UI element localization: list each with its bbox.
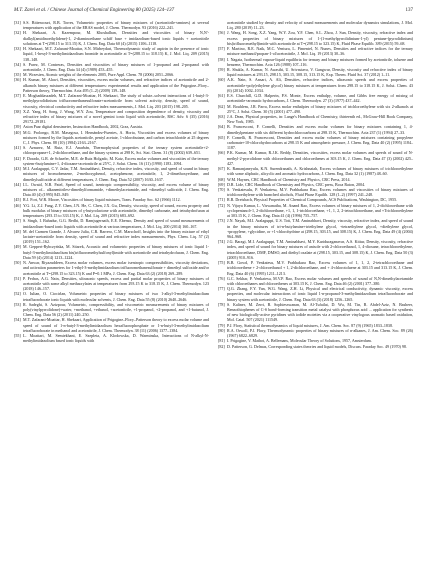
reference-text: H. Shekaari, A. Kazempour, M. Khoshalhan, Densities and viscosities of binary N,N′-dialkyl(amidinoethylidene)-1, 2-diaminoethane schiff base + imidazolium-based ionic liquids + acetonitrile solutions at T=(298.15 to 313.15) K, J. Chem. Eng. Data 60 (4) (2015) 1106–1118.	[23, 30, 209, 46]
reference-item	[14, 109, 209, 125]
reference-text: Q.G. Zhang, F.Y. Yan, W.G. Wang, Z.H. Li, Physical and electrical conductivity, dynamic viscosity, excess properties, and molecular interactions of ionic liquid 1-n-propanol-3-methylimidazolium tetrafluoroborate and binary system with acetonitrile, J. Chem. Eng. Data 63 (3) (2018) 1256–1265.	[227, 286, 413, 302]
reference-text: M.G. Prolongo, R.M. Masegosa, I. Hernández-Fuentes, A. Horta, Viscosities and excess volumes of binary mixtures formed by the liquids acetonitrile, pentyl acetate, 1-chlorobutane, and carbon tetrachloride at 25 degrees C, J. Phys. Chem. 88 (10) (1984) 2163–2167.	[23, 129, 209, 146]
reference-number: [39]	[14, 124, 21, 130]
reference-number: [52]	[14, 291, 21, 297]
reference-text: K. Ramanjaneyulu, K.N. Surendranath, A. Krishnaiah, Excess volumes of binary mixtures of trichloroethylene with some aliphatic, alicyclic and aromatic hydrocarbons, J. Chem. Eng. Data 32 (1) (1987) 48–60.	[227, 166, 413, 177]
reference-number: [49]	[14, 244, 21, 250]
reference-item	[218, 46, 413, 56]
reference-number: [46]	[14, 202, 21, 208]
reference-item	[218, 260, 413, 276]
reference-item	[14, 30, 209, 46]
reference-number: [45]	[14, 197, 21, 203]
reference-text: M. Bouhlem, J.R. Parra, Excess molar enthalpies of binary mixtures of trichloroethylene with six 2-alkanols at 25°C, J. Solut. Chem. 30 (5) (2001) 477–490.	[227, 103, 413, 114]
reference-item	[14, 145, 209, 155]
reference-text: acetonitrile studied by density and velocity of sound measurements and molecular dynamics simulations, J. Mol. Liq. 280 (2019) 11–23.	[227, 20, 413, 31]
reference-text: M. Geppert-Rybczyńska, M. Sitarek, Acoustic and volumetric properties of binary mixtures of ionic liquid 1-butyl-3-methylimidazolium bis(trifluoromethylsulfonyl)imide with acetonitrile and tetrahydrofuran, J. Chem. Eng. Data 59 (4) (2014) 1213–1224.	[23, 244, 209, 260]
reference-number: [37]	[14, 93, 21, 99]
reference-number: [79]	[218, 322, 225, 328]
reference-item	[14, 276, 209, 292]
reference-number: [59]	[218, 66, 225, 72]
reference-number: [70]	[218, 187, 225, 192]
reference-text: F. Dorado, G.R. de Schaefer, M.E. de Ruiz Holgado, M. Katz, Excess molar volumes and viscosities of the ternary system+butylamine+1, 4-dioxane+acetonitrile at 25°C, J. Solut. Chem. 16 (11) (1990) 1183–1094.	[23, 155, 209, 166]
reference-item	[218, 302, 413, 323]
reference-number: [51]	[14, 275, 21, 281]
reference-item	[218, 328, 413, 338]
reference-text: J.N. Nayak, M.I. Aralaguppi, U.S. Toti, T.M. Aminabhavi, Density, viscosity, refractive index, and speed of sound in the binary mixtures of tri-n-butylamine+triethylene glycol, +tetraethylene glycol, +diethylene glycol, +propylene, +glycidine, or +1-chlorohydrine at (298.15, 303.15, and 308.15) K, J. Chem. Eng. Data 49 (4) (2004) 964–968.	[227, 218, 413, 239]
reference-text: J.G. Baragi, M.I. Aralaguppi, T.M. Aminabhavi, M.Y. Kariduraganavar, A.S. Kittur, Density, viscosity, refractive index, and speed of sound for binary mixtures of anisole with 2-chloroethanol, 1, 4-dioxane, tetrachloroethylene, tetrachloroethane, DMF, DMSO, and diethyl oxalate at (298.15, 303.15, and 308.15) K, J. Chem. Eng. Data 50 (3) (2005) 910–916.	[227, 239, 413, 260]
reference-number: [60]	[218, 77, 225, 83]
reference-text: E. Moghaddaszadeh, M.T. Zafarani-Moattar, H. Shekaari, The study of solute–solvent interactions of 1-butyl-3-methylpyrrolidinium trifluoromethanesulfonate+acetonitrile from solvent activity, density, speed of sound, viscosity, electrical conductivity and refractive index measurements, J. Mol. Liq. 203 (2015) 198–205.	[23, 93, 209, 109]
reference-text: L. Moattari, M. Semiekhani, E. Szepleta, A. Klodowska, D. Warminska, Interactions of N-alkyl-N-methylimidazolium based ionic liquids with	[23, 333, 209, 344]
references-column-left	[14, 20, 209, 349]
reference-number: [72]	[218, 202, 225, 208]
reference-text: M. del Carmen Grande, J. Alvarez Julia, C.R. Barrero, C.M. Marschoff, Insights into the binary mixture of ethyl lactate+acetonitrile from density, speed of sound and refractive index measurements, Phys. Chem. Liq. 57 (2) (2019) 151–162.	[23, 228, 209, 245]
reference-text: P.K. Kumar, M. Kumar, R.J.K. Reddy, Densities, viscosities, excess molar volumes and speeds of sound of N-methyl-2-pyrrolidone with chloroethanes and chloroethenes at 303.15 K, J. Chem. Eng. Data 47 (3) (2002) 425–427.	[227, 150, 413, 166]
reference-item	[218, 20, 413, 30]
reference-text: S. Singh, I. Bahadur, G.G. Redhi, D. Ramjugernath, E.E. Ebenso, Density and speed of sound measurements of imidazolium-based ionic liquids with acetonitrile at various temperatures, J. Mol. Liq. 200 (2014) 160–167.	[23, 218, 209, 229]
reference-number: [80]	[218, 327, 225, 333]
reference-item	[14, 229, 209, 245]
reference-text: S. Venkatesulu, P. Venkatesu, M.V. Prabhakara Rao, Excess volumes and viscosities of binary mixtures of trichloroethylene with branched alcohols, Fluid Phase Equilib. 128 (1–2) (1997) 241–248.	[227, 187, 413, 198]
reference-number: [61]	[218, 93, 225, 99]
reference-text: N. Anwar, Riyazuddeen, Excess molar volumes, excess molar isentropic compressibilities, viscosity deviations, and activation parameters for 1-ethyl-3-methylimidazolium trifluoromethanesulfonate + dimethyl sulfoxide and/or acetonitrile at T=(298.15 to 323.15) K and P=0.1 MPa, J. Chem. Eng. Data 63 (2) (2018) 269–289.	[23, 260, 209, 276]
reference-text: R.A. Orwoll, P.J. Flory, Thermodynamic properties of binary mixtures of n-alkanes, J. Am. Chem. Soc. 89 (26) (1967) 6822–6829.	[227, 327, 413, 339]
reference-text: W.M. Haynes, CRC Handbook of Chemistry and Physics, CRC Press, 2014.	[227, 176, 351, 182]
reference-number: [69]	[218, 181, 225, 187]
reference-text: P. Fedras, A.G. Nain, Densities, ultrasonic speeds, excess and partial molar properties of binary mixtures of acetonitrile with some alkyl methacrylates at temperatures from 293.15 K to 318.15 K, J. Chem. Thermodyn. 123 (2018) 146–157.	[23, 275, 209, 292]
reference-item	[14, 317, 209, 333]
reference-number: [43]	[14, 166, 21, 172]
reference-item	[14, 203, 209, 219]
reference-item	[14, 244, 209, 260]
reference-text: G.C. Sekhar, P. Venkatesu, M.V.P. Rao, Excess molar volumes and speeds of sound of N,N-dimethylacetamide with chloroethanes and chloroethenes at 303.15 K, J. Chem. Eng. Data 46 (2) (2001) 377–380.	[227, 275, 413, 286]
reference-text: J.A. Dean, Physical properties, in: Lange's Handbook of Chemistry, thirteenth ed., McGraw-Hill Book Company, New York, 1985.	[227, 113, 413, 125]
reference-item	[218, 239, 413, 260]
reference-text: P.J. Flory, Statistical thermodynamics of liquid mixtures, J. Am. Chem. Soc. 87 (9) (1965) 1833–1838.	[227, 322, 393, 328]
reference-text: Y.G. Li, Z.J. Fang, Z.Y. Chen, J.N. He, C. Chen, J.X. Gu, Density, viscosity, speed of sound, excess property and bulk modulus of binary mixtures of γ-butyrolactone with acetonitrile, dimethyl carbonate, and tetrahydrofuran at temperatures (293.15 to 333.15) K, J. Mol. Liq. 209 (2015) 683–692.	[23, 202, 209, 219]
reference-text: S. Parez, M. Contreras, Densities and viscosities of binary mixtures of 1-propanol and 2-propanol with acetonitrile, J. Chem. Eng. Data 34 (4) (1989) 453–455.	[23, 61, 209, 72]
reference-item	[14, 218, 209, 228]
reference-item	[14, 291, 209, 301]
reference-number: [76]	[218, 275, 225, 281]
reference-item	[218, 124, 413, 134]
reference-number: [67]	[218, 166, 225, 172]
reference-number: [47]	[14, 218, 21, 224]
reference-text: S.S. Bittencourt, R.B. Torres, Volumetric properties of binary mixtures of (acetonitrile+amines) at several temperatures with application of the ERAS model, J. Chem. Thermodyn. 93 (2016) 222–241.	[23, 20, 209, 31]
reference-text: R.J. Fort, W.R. Moore, Viscosities of binary liquid mixtures, Trans. Faraday Soc. 62 (1966) 1112.	[23, 197, 181, 203]
reference-number: [40]	[14, 129, 21, 135]
running-header	[14, 6, 413, 14]
reference-text: D. Patterson, G. Delmas, Corresponding states theories and liquid models, Discuss. Faraday Soc. 49 (1970) 98.	[227, 343, 407, 349]
reference-number: [64]	[218, 124, 225, 130]
reference-number: [81]	[218, 338, 225, 344]
reference-item	[218, 276, 413, 286]
reference-text: F. Martino, R.E. Naik, M.C. Ventura, L. Pimentel, N. Nunes, Densities and refractive indices for the ternary mixture methanol/propan-1-ol/acetonitrile, J. Mol. Liq. 19 (2013) 30–36.	[227, 46, 413, 57]
reference-number: [66]	[218, 150, 225, 156]
reference-number: [62]	[218, 103, 225, 109]
reference-text: F. Comelli, R. Francesconi, Densities and excess molar volumes of binary mixtures containing propylene carbonate+10-chlorohydrocarbons at 298.15 K and atmospheric pressure, J. Chem. Eng. Data 40 (2) (1995) 1184–1187.	[227, 134, 413, 151]
reference-number: [68]	[218, 176, 225, 182]
reference-number: [65]	[218, 134, 225, 140]
reference-number: [53]	[14, 301, 21, 307]
reference-text: D.R. Lide, CRC Handbook of Chemistry and Physics, CRC press, Boca Raton, 2004.	[227, 181, 366, 187]
reference-number: [73]	[218, 218, 225, 224]
reference-item	[218, 344, 413, 349]
reference-text: N. Vijaya Kumar, L. Viswanatha, M. Anand Rao, Excess volumes of binary mixtures of 1, 2-dichloroethane with cyclopentanol+1, 2-dichloroethane, +1, 1, 1-trichloroethane, +1, 1, 2, 2-tetrachloroethane, and +Trichloroethylene at 303.15 K, J. Chem. Eng. Data 41 (4) (1996) 755–757.	[227, 202, 413, 219]
reference-item	[218, 166, 413, 176]
reference-number: [71]	[218, 197, 225, 203]
reference-item	[218, 150, 413, 166]
reference-item	[14, 20, 209, 30]
reference-number: [54]	[14, 317, 21, 323]
reference-number: [36]	[14, 77, 21, 83]
page-number: 137	[405, 7, 413, 13]
reference-item	[218, 203, 413, 219]
reference-number: [77]	[218, 286, 225, 292]
reference-number: [56]	[218, 30, 225, 36]
reference-text: M.I. Aralaguppi, C.V. Jadar, T.M. Aminabhavi, Density, refractive index, viscosity, and speed of sound in binary mixtures of bromobenzene, 2-methoxyphenol, acetophenone, acetonitrile, 1, 2-dimethoxyethane, and dimethylsulfoxide at different temperatures, J. Chem. Eng. Data 52 (2007) 1630–1637.	[23, 166, 209, 182]
reference-number: [35]	[14, 72, 21, 78]
reference-text: I.L. Owaid, N.B. Patel, Speed of sound, isentropic compressibility, viscosity, and excess volume of binary mixtures of... alkanenitriles+dimethylformamide, +dimethylacetamide, and +dimethyl sulfoxide, J. Chem. Eng. Data 40 (4) (1995) 845–849.	[23, 181, 209, 198]
reference-number: [42]	[14, 155, 21, 161]
reference-text: H. Shekaari, M.T. Zafarani-Moattar, S.N. Mirheydari, Thermodynamic study of aspirin in the presence of ionic liquid, 1-hexyl-3-methylimidazolium bromide in acetonitrile at T=(288.15 to 318.15) K, J. Mol. Liq. 209 (2015) 138–148.	[23, 46, 209, 62]
reference-number: [74]	[218, 239, 225, 245]
reference-item	[218, 57, 413, 67]
reference-item	[14, 77, 209, 93]
reference-text: X.Z. Yang, H. Song, J. Wang, W.Y. Zou, Temperature and composition dependence of density, viscosity and refractive index of binary mixtures of a novel gemini ionic liquid with acetonitrile, RSC Adv. 6 (35) (2016) 29172–29181.	[23, 108, 209, 125]
reference-text: O. Iulian, O. Ciocirlan, Volumetric properties of binary mixtures of two 1-alkyl-3-methylimidazolium tetrafluoroborate ionic liquids with molecular solvents, J. Chem. Eng. Data 55 (8) (2010) 2640–2646.	[23, 291, 209, 302]
journal-citation: M.T. Zarei et al. / Chinese Journal of Chemical Engineering 80 (2025) 124–137	[14, 7, 175, 13]
reference-text: I. Nagata, Isothermal vapour-liquid equilibria for ternary and binary mixtures formed by acetonitrile, toluene and benzene, Thermochim. Acta 126 (1988) 107–116.	[227, 56, 413, 67]
references-column-right	[218, 20, 413, 349]
reference-item	[218, 93, 413, 103]
reference-number: [82]	[218, 343, 225, 349]
reference-number: [32]	[14, 30, 21, 36]
reference-item	[218, 104, 413, 114]
reference-item	[14, 302, 209, 318]
reference-item	[218, 286, 413, 302]
reference-item	[14, 182, 209, 198]
reference-text: R. Sadeghi, S. Azizpour, Volumetric, compressibility, and viscometric measurements of binary mixtures of poly(vinylpyrrolidone)+water, +methanol, +ethanol, +acetonitrile, +1-propanol, +2-propanol, and +1-butanol, J. Chem. Eng. Data 56 (2) (2011) 240–250.	[23, 301, 209, 318]
reference-item	[14, 333, 209, 343]
reference-text: R. Shukla, A. Kumar, N. Awasthi, U. Srivastava, V. Gangwar, Density, viscosity and refractive index of binary liquid mixtures at 293.15, 298.15, 303.15, 308.15, 313.15 K, Exp. Therm. Fluid Sci. 37 (2012) 1–11.	[227, 66, 413, 78]
reference-number: [63]	[218, 113, 225, 119]
reference-number: [31]	[14, 20, 21, 25]
reference-item	[14, 166, 209, 182]
reference-item	[218, 30, 413, 46]
reference-text: B. Francesconi, F. Comelli, Densities and excess molar volumes for binary mixtures containing 1, 4-dimethylpentane with six different hydrochlorocarbons at 298.15 K, Thermochim. Acta 237 (1) (1994) 27–33.	[227, 124, 413, 135]
reference-text: A.K. Nain, S. Ansari, A. Ali, Densities, refractive indices, ultrasonic speeds and excess properties of acetonitrile+poly(ethylene glycol) binary mixtures at temperatures from 298.15 to 318.15 K, J. Solut. Chem. 43 (6) (2014) 1002–1034.	[227, 77, 413, 93]
reference-text: S. Aznarez, M. Ruiz, E.J. Anarbán, Thermophysical properties of the ternary system acetonitrile+2-chloropropane+1, 2-dichloroethane, and the binary systems at 298 K, Sci. Stat. Chem. 31 (8) (2002) 639–651.	[23, 145, 209, 156]
reference-item	[218, 77, 413, 93]
reference-text: I. Prigogine, V. Mathot, A. Bellemans, Molecular Theory of Solutions, 1957, Amsterdam.	[227, 338, 372, 344]
reference-text: M. Wrzesien, Atomic weights of the elements 2005, Pure Appl. Chem. 78 (2006) 2051–2066.	[23, 72, 175, 78]
reference-number: [38]	[14, 108, 21, 114]
reference-text: Aston Paar digital densimeter, Instruction Handbook, 2002, Graz, Austria.	[23, 124, 143, 130]
reference-number: [44]	[14, 181, 21, 187]
reference-number: [78]	[218, 301, 225, 307]
reference-text: S. Kaliner, M. Zerri, B. Sophiesswanan, M. Al-Tufailat, D. Wu, M. Tin, R. Abdel-Aziz, N. Basheer, Benzothiophenes of C-S bond-forming transition metal catalyst with phosphorus acid ... application for synthesis of new biologically-active pyridines with iodide moieties via a cooperative vinylogous aromatic based oxidation, Mol. Catal. 507 (2021) 111549.	[227, 301, 413, 323]
reference-number: [41]	[14, 145, 21, 151]
reference-item	[14, 156, 209, 166]
reference-item	[218, 135, 413, 151]
reference-item	[14, 46, 209, 62]
reference-text: E.S. Churchill, G.D. Halperin, P.S. Monte, Excess enthalpy, volume, and Gibbs free energy of mixing of acetonitrile+aromatic hydrocarbons, J. Chem. Thermodyn. 27 (3) (1977) 437–442.	[227, 93, 413, 104]
reference-item	[218, 187, 413, 197]
reference-number: [55]	[14, 333, 21, 339]
reference-number: [57]	[218, 46, 225, 52]
reference-number: [33]	[14, 46, 21, 52]
reference-item	[218, 114, 413, 124]
reference-text: M.T. Zafarani-Moattar, H. Shekaari, Application of Prigogine–Flory–Patterson theory to excess molar volume and speed of sound of 1-n-butyl-3-methylimidazolium hexafluorophosphate or 1-n-butyl-3-methylimidazolium tetrafluoroborate in methanol and acetonitrile, J. Chem. Thermodyn. 38 (11) (2006) 1377–1384.	[23, 317, 209, 333]
references-section	[14, 20, 413, 349]
reference-item	[14, 62, 209, 72]
reference-number: [50]	[14, 260, 21, 266]
reference-number: [75]	[218, 260, 225, 266]
reference-number: [34]	[14, 61, 21, 67]
reference-item	[218, 67, 413, 77]
reference-item	[218, 218, 413, 239]
reference-item	[14, 260, 209, 276]
reference-text: B.B. Gowd, P. Venkatesu, M.V. Prabhakara Rao, Excess volumes of 1, 1, 2, 2-tetrachloroethane and trichloroethene + 2-chloroethanol + 1, 2-dichloroethane, and + 4-chlorotoluene at 303.15 and 313.15 K, J. Chem. Eng. Data 40 (6) (1995) 1211–1213.	[227, 260, 413, 276]
reference-item	[14, 130, 209, 146]
reference-item	[14, 93, 209, 109]
reference-number: [58]	[218, 56, 225, 62]
reference-number: [48]	[14, 228, 21, 234]
reference-text: R.R. Dreisbach, Physical Properties of Chemical Compounds, ACS Publications, Washington, DC, 1955.	[227, 197, 398, 203]
reference-text: H. Kumar, M. Alawi, Densities, viscosities, excess molar volumes, and refractive indices of acetonitrile and 2-alkanols binary mixtures at different temperatures: experimental results and application of the Prigogine–Flory–Patterson theory, Thermochim. Acta 495 (1–2) (2009) 139–148.	[23, 77, 209, 93]
reference-text: J. Wang, H. Song, X.Z. Yang, W.Y. Zou, Y.F. Chen, S.L. Zhou, J. Sun, Density, viscosity, refractive index and excess properties of binary mixtures of 1-(1-methylpyrrolidinium-1-yl) pentane-(pyrrolidinium) bis(trifluoromethyl)imide with acetonitrile at T=(298.15 to 323.15) K, Fluid Phase Equilib. 389 (2015) 59–68.	[227, 30, 413, 46]
